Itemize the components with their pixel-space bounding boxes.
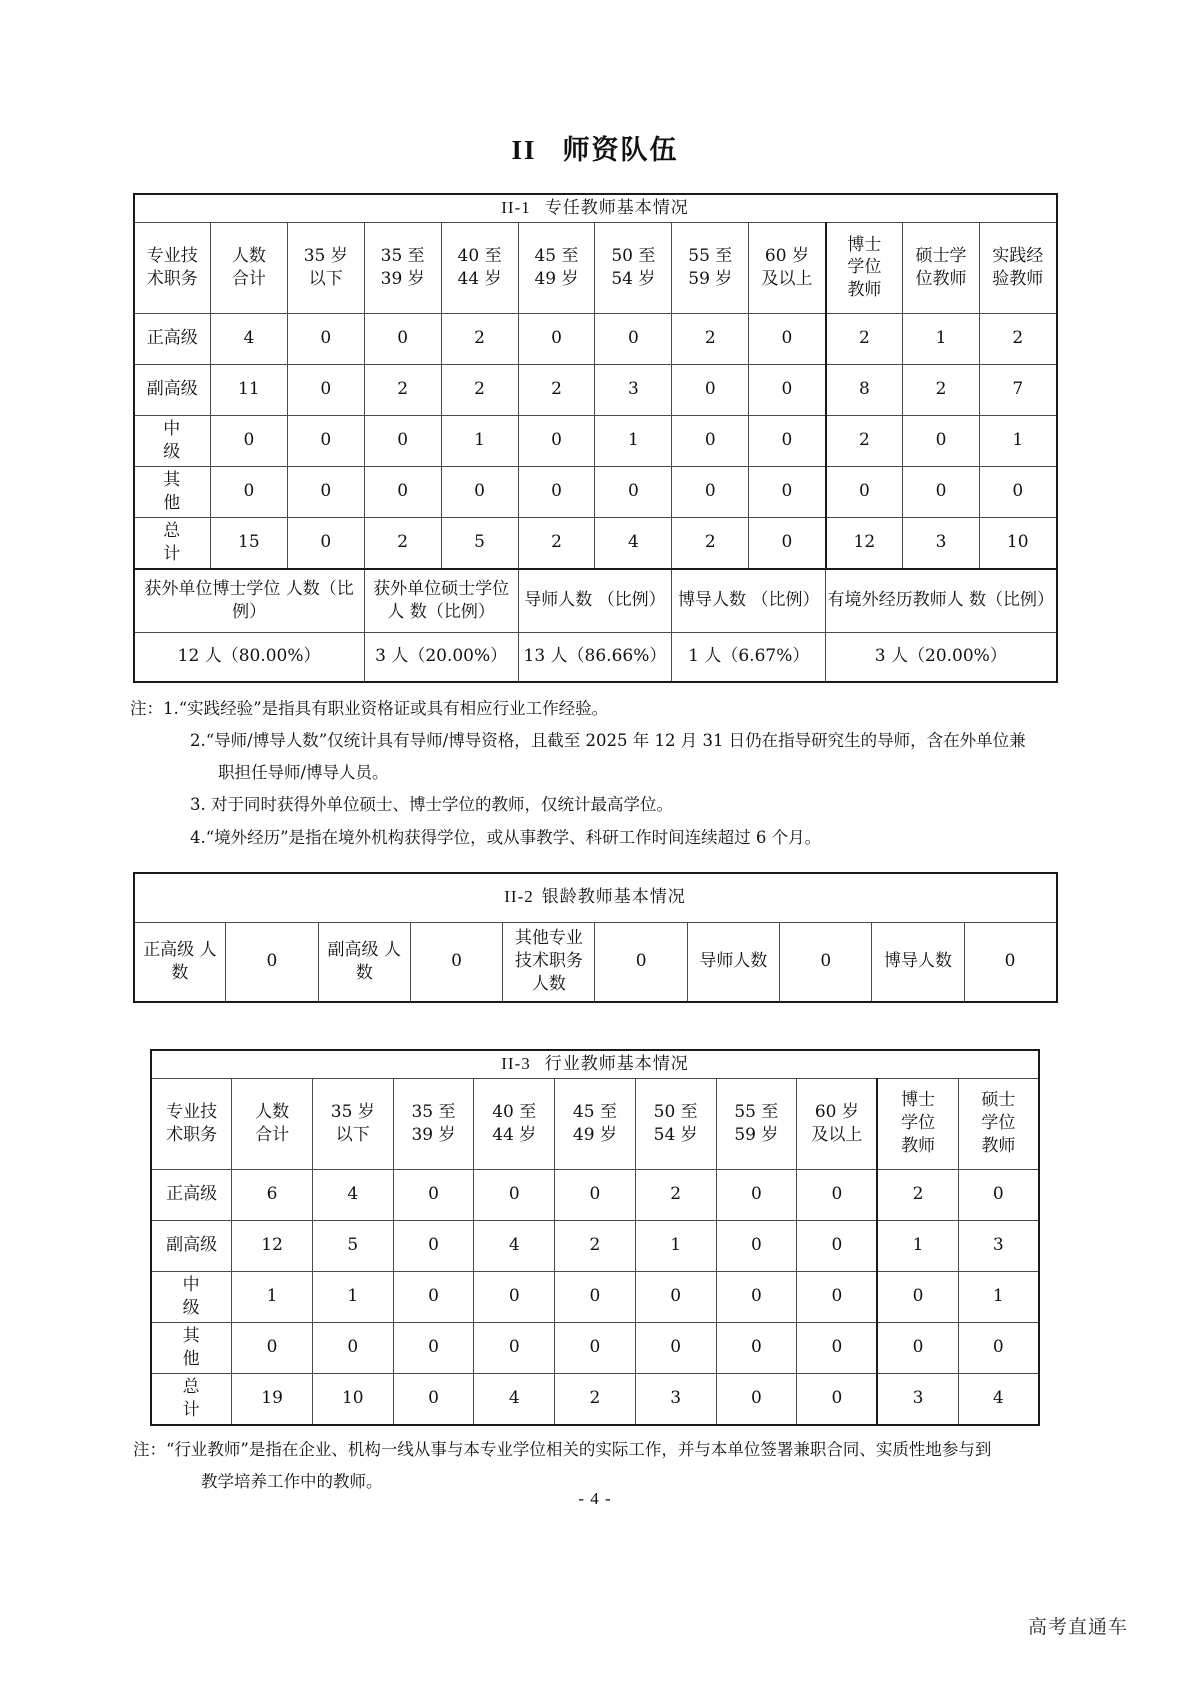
header-line: （比例） bbox=[751, 590, 820, 611]
cell-60plus: 0 bbox=[749, 415, 826, 466]
row-label: 正高级 bbox=[134, 313, 211, 364]
table-ii-3-title: 行业教师基本情况 bbox=[544, 1053, 689, 1074]
table-ii-3-banner bbox=[151, 1050, 1039, 1078]
header-line: 实践经 bbox=[992, 246, 1044, 266]
cell-45-49: 2 bbox=[518, 364, 595, 415]
summary-header-overseas bbox=[826, 569, 1057, 633]
cell-under35: 0 bbox=[287, 517, 364, 569]
cell-40-44: 0 bbox=[474, 1322, 555, 1373]
table-ii-1-header-row bbox=[134, 222, 1057, 313]
cell-55-59: 0 bbox=[716, 1220, 797, 1271]
header-line: 合计 bbox=[231, 268, 266, 289]
header-cell-age-under35 bbox=[287, 222, 364, 313]
header-line: 数（比例） bbox=[409, 601, 495, 622]
header-line: 验教师 bbox=[992, 268, 1044, 289]
cell-35-39: 0 bbox=[393, 1169, 474, 1220]
cell-50-54: 3 bbox=[635, 1373, 716, 1425]
summary-header-external-master bbox=[364, 569, 518, 633]
cell-35-39: 0 bbox=[393, 1271, 474, 1322]
header-line: 54 岁 bbox=[653, 1124, 698, 1145]
header-line: 39 岁 bbox=[411, 1124, 456, 1145]
header-line: 35 岁 bbox=[303, 246, 348, 266]
cell-master: 2 bbox=[903, 364, 980, 415]
header-line: 44 岁 bbox=[457, 268, 502, 289]
summary-value-overseas: 3 人（20.00%） bbox=[826, 632, 1057, 682]
table-ii-1-banner bbox=[134, 194, 1057, 222]
header-cell-practical bbox=[979, 222, 1056, 313]
cell-master: 3 bbox=[903, 517, 980, 569]
cell-doctorate: 0 bbox=[826, 466, 903, 517]
cell-45-49: 0 bbox=[518, 313, 595, 364]
header-line: 学位 bbox=[901, 1113, 936, 1134]
header-line: 人数（比例） bbox=[232, 579, 354, 622]
header-line: 教师 bbox=[981, 1136, 1016, 1157]
table-ii-3-header-row bbox=[151, 1078, 1039, 1169]
cell-55-59: 2 bbox=[672, 313, 749, 364]
table-ii-2 bbox=[133, 872, 1058, 1003]
label-line: 人数 bbox=[171, 939, 217, 983]
header-cell-doctorate bbox=[826, 222, 903, 313]
cell-50-54: 1 bbox=[635, 1220, 716, 1271]
header-line: 数（比例） bbox=[969, 590, 1055, 611]
cell-doctorate: 0 bbox=[877, 1271, 958, 1322]
header-line: 硕士 bbox=[981, 1090, 1016, 1111]
header-line: 学位 bbox=[847, 257, 882, 278]
cell-40-44: 4 bbox=[474, 1373, 555, 1425]
cell-practical: 1 bbox=[979, 415, 1056, 466]
header-line: 及以上 bbox=[761, 268, 813, 289]
cell-doctorate: 12 bbox=[826, 517, 903, 569]
header-cell-age-45-49 bbox=[518, 222, 595, 313]
table-row-total bbox=[151, 1373, 1039, 1425]
cell-40-44: 0 bbox=[474, 1169, 555, 1220]
header-cell-age-60plus bbox=[749, 222, 826, 313]
summary-value-external-doctorate: 12 人（80.00%） bbox=[134, 632, 365, 682]
header-line: 以下 bbox=[335, 1124, 370, 1145]
row-label: 总 计 bbox=[134, 517, 211, 569]
label-line: 其他专业 bbox=[514, 928, 583, 949]
cell-total: 0 bbox=[232, 1322, 313, 1373]
cell-35-39: 0 bbox=[364, 313, 441, 364]
cell-55-59: 0 bbox=[716, 1169, 797, 1220]
cell-50-54: 0 bbox=[635, 1271, 716, 1322]
cell-total: 1 bbox=[232, 1271, 313, 1322]
label-line: 正高级 bbox=[143, 939, 195, 960]
label-line: 人数 bbox=[531, 974, 566, 995]
label-other-title-count bbox=[503, 922, 595, 1002]
header-cell-age-55-59 bbox=[672, 222, 749, 313]
table-ii-3-banner-row bbox=[151, 1050, 1039, 1078]
row-label: 副高级 bbox=[134, 364, 211, 415]
label-line: 副高级 bbox=[327, 939, 379, 960]
header-line: 55 至 bbox=[734, 1101, 779, 1122]
cell-under35: 1 bbox=[312, 1271, 393, 1322]
header-line: 人数 bbox=[231, 246, 266, 266]
cell-master: 1 bbox=[958, 1271, 1039, 1322]
value-other-title-count: 0 bbox=[595, 922, 687, 1002]
row-label: 总 计 bbox=[151, 1373, 232, 1425]
cell-under35: 5 bbox=[312, 1220, 393, 1271]
cell-doctorate: 8 bbox=[826, 364, 903, 415]
table-ii-2-title: 银龄教师基本情况 bbox=[541, 887, 686, 908]
cell-45-49: 0 bbox=[518, 466, 595, 517]
cell-master: 0 bbox=[958, 1169, 1039, 1220]
table-ii-1-wrapper bbox=[133, 193, 1058, 683]
row-label: 其 他 bbox=[134, 466, 211, 517]
label-phd-supervisor-count bbox=[872, 922, 964, 1002]
header-cell-role bbox=[134, 222, 211, 313]
header-cell-age-60plus bbox=[797, 1078, 878, 1169]
cell-35-39: 2 bbox=[364, 364, 441, 415]
table-ii-3-wrapper bbox=[150, 1049, 1040, 1426]
header-cell-age-55-59 bbox=[716, 1078, 797, 1169]
header-line: 导师人数 bbox=[524, 590, 593, 611]
cell-total: 0 bbox=[210, 415, 287, 466]
cell-55-59: 0 bbox=[716, 1322, 797, 1373]
header-line: 及以上 bbox=[811, 1124, 863, 1145]
cell-35-39: 0 bbox=[364, 466, 441, 517]
header-cell-age-45-49 bbox=[555, 1078, 636, 1169]
cell-total: 6 bbox=[232, 1169, 313, 1220]
row-label: 其 他 bbox=[151, 1322, 232, 1373]
cell-55-59: 2 bbox=[672, 517, 749, 569]
header-cell-total bbox=[232, 1078, 313, 1169]
summary-value-external-master: 3 人（20.00%） bbox=[364, 632, 518, 682]
cell-total: 15 bbox=[210, 517, 287, 569]
header-cell-age-35-39 bbox=[393, 1078, 474, 1169]
summary-value-row bbox=[134, 632, 1057, 682]
cell-50-54: 0 bbox=[595, 313, 672, 364]
watermark: 高考直通车 bbox=[1027, 1616, 1128, 1638]
value-senior-count: 0 bbox=[226, 922, 318, 1002]
cell-under35: 0 bbox=[312, 1322, 393, 1373]
header-cell-age-50-54 bbox=[635, 1078, 716, 1169]
header-line: 49 岁 bbox=[534, 268, 579, 289]
cell-50-54: 3 bbox=[595, 364, 672, 415]
cell-40-44: 0 bbox=[441, 466, 518, 517]
header-line: 获外单位硕士学位人 bbox=[373, 579, 510, 622]
cell-60plus: 0 bbox=[797, 1220, 878, 1271]
note-line-2b: 职担任导师/博导人员。 bbox=[218, 763, 389, 783]
cell-under35: 0 bbox=[287, 466, 364, 517]
cell-35-39: 0 bbox=[364, 415, 441, 466]
value-supervisor-count: 0 bbox=[780, 922, 872, 1002]
header-line: 有境外经历教师人 bbox=[827, 590, 964, 611]
table-row bbox=[134, 364, 1057, 415]
table-ii-1-code: II-1 bbox=[501, 198, 531, 217]
table-ii-1-notes bbox=[130, 693, 1060, 854]
header-line: 35 至 bbox=[411, 1101, 456, 1122]
header-line: 专业技 bbox=[146, 246, 198, 266]
cell-60plus: 0 bbox=[797, 1271, 878, 1322]
header-line: 60 岁 bbox=[814, 1101, 859, 1122]
cell-practical: 10 bbox=[979, 517, 1056, 569]
header-line: 40 至 bbox=[492, 1101, 537, 1122]
cell-45-49: 0 bbox=[555, 1322, 636, 1373]
header-cell-age-under35 bbox=[312, 1078, 393, 1169]
cell-doctorate: 2 bbox=[826, 313, 903, 364]
header-line: 专业技 bbox=[166, 1101, 218, 1122]
header-cell-age-50-54 bbox=[595, 222, 672, 313]
cell-45-49: 0 bbox=[518, 415, 595, 466]
cell-doctorate: 3 bbox=[877, 1373, 958, 1425]
header-cell-master bbox=[903, 222, 980, 313]
note-line-2a: 2.“导师/博导人数”仅统计具有导师/博导资格，且截至 2025 年 12 月 31 日仍在指导研究生的导师，含在外单位兼 bbox=[190, 731, 1026, 751]
table-row bbox=[134, 313, 1057, 364]
cell-35-39: 2 bbox=[364, 517, 441, 569]
header-line: （比例） bbox=[597, 590, 666, 611]
header-line: 教师 bbox=[847, 280, 882, 301]
table-row bbox=[151, 1220, 1039, 1271]
header-line: 术职务 bbox=[146, 268, 198, 289]
header-line: 合计 bbox=[255, 1124, 290, 1145]
header-line: 45 至 bbox=[534, 246, 579, 266]
cell-under35: 0 bbox=[287, 364, 364, 415]
cell-40-44: 2 bbox=[441, 364, 518, 415]
cell-40-44: 1 bbox=[441, 415, 518, 466]
cell-total: 12 bbox=[232, 1220, 313, 1271]
summary-value-phd-supervisors: 1 人（6.67%） bbox=[672, 632, 826, 682]
page-number: - 4 - bbox=[578, 1489, 612, 1508]
header-cell-master bbox=[958, 1078, 1039, 1169]
cell-doctorate: 1 bbox=[877, 1220, 958, 1271]
row-label: 副高级 bbox=[151, 1220, 232, 1271]
header-line: 54 岁 bbox=[611, 268, 656, 289]
cell-doctorate: 0 bbox=[877, 1322, 958, 1373]
cell-45-49: 2 bbox=[518, 517, 595, 569]
cell-master: 4 bbox=[958, 1373, 1039, 1425]
header-line: 45 至 bbox=[572, 1101, 617, 1122]
page-title-roman: II bbox=[511, 135, 537, 165]
table-ii-3 bbox=[150, 1049, 1040, 1426]
cell-total: 19 bbox=[232, 1373, 313, 1425]
cell-total: 4 bbox=[210, 313, 287, 364]
cell-45-49: 2 bbox=[555, 1373, 636, 1425]
header-line: 49 岁 bbox=[572, 1124, 617, 1145]
note3-line-1: 注：“行业教师”是指在企业、机构一线从事与本专业学位相关的实际工作，并与本单位签署兼职合同、实质性地参与到 bbox=[133, 1439, 992, 1459]
header-line: 40 至 bbox=[457, 246, 502, 266]
header-line: 60 岁 bbox=[764, 246, 809, 266]
summary-header-external-doctorate bbox=[134, 569, 365, 633]
table-ii-2-banner-row bbox=[134, 873, 1057, 923]
row-label: 中 级 bbox=[151, 1271, 232, 1322]
summary-header-phd-supervisors bbox=[672, 569, 826, 633]
cell-total: 11 bbox=[210, 364, 287, 415]
cell-60plus: 0 bbox=[797, 1373, 878, 1425]
cell-50-54: 2 bbox=[635, 1169, 716, 1220]
table-ii-1-banner-row bbox=[134, 194, 1057, 222]
note-line-4: 4.“境外经历”是指在境外机构获得学位，或从事教学、科研工作时间连续超过 6 个月。 bbox=[190, 827, 822, 847]
note3-line-2: 教学培养工作中的教师。 bbox=[201, 1471, 383, 1491]
cell-master: 3 bbox=[958, 1220, 1039, 1271]
cell-40-44: 4 bbox=[474, 1220, 555, 1271]
header-line: 44 岁 bbox=[492, 1124, 537, 1145]
cell-60plus: 0 bbox=[797, 1322, 878, 1373]
table-ii-1-title: 专任教师基本情况 bbox=[544, 198, 689, 218]
cell-55-59: 0 bbox=[716, 1271, 797, 1322]
row-label: 中 级 bbox=[134, 415, 211, 466]
header-cell-doctorate bbox=[877, 1078, 958, 1169]
cell-40-44: 5 bbox=[441, 517, 518, 569]
cell-50-54: 0 bbox=[595, 466, 672, 517]
header-line: 55 至 bbox=[688, 246, 733, 266]
value-associate-senior-count: 0 bbox=[410, 922, 502, 1002]
header-cell-role bbox=[151, 1078, 232, 1169]
cell-practical: 7 bbox=[979, 364, 1056, 415]
cell-40-44: 2 bbox=[441, 313, 518, 364]
cell-doctorate: 2 bbox=[826, 415, 903, 466]
table-row bbox=[151, 1169, 1039, 1220]
cell-60plus: 0 bbox=[749, 364, 826, 415]
cell-35-39: 0 bbox=[393, 1373, 474, 1425]
header-line: 39 岁 bbox=[380, 268, 425, 289]
label-line: 博导人数 bbox=[884, 951, 953, 972]
summary-header-supervisors bbox=[518, 569, 672, 633]
table-row bbox=[151, 1322, 1039, 1373]
cell-practical: 0 bbox=[979, 466, 1056, 517]
cell-55-59: 0 bbox=[672, 364, 749, 415]
table-ii-2-code: II-2 bbox=[504, 887, 534, 907]
header-line: 博士 bbox=[847, 234, 882, 255]
cell-master: 1 bbox=[903, 313, 980, 364]
header-line: 59 岁 bbox=[734, 1124, 779, 1145]
header-line: 59 岁 bbox=[688, 268, 733, 289]
table-ii-2-wrapper bbox=[133, 872, 1058, 1003]
header-line: 以下 bbox=[308, 268, 343, 289]
header-cell-age-35-39 bbox=[364, 222, 441, 313]
table-row bbox=[134, 466, 1057, 517]
header-line: 硕士学 bbox=[915, 246, 967, 266]
cell-practical: 2 bbox=[979, 313, 1056, 364]
header-line: 人数 bbox=[255, 1101, 290, 1122]
label-line: 人数 bbox=[355, 939, 401, 983]
value-phd-supervisor-count: 0 bbox=[964, 922, 1056, 1002]
cell-under35: 0 bbox=[287, 313, 364, 364]
header-line: 获外单位博士学位 bbox=[144, 579, 281, 599]
cell-45-49: 0 bbox=[555, 1169, 636, 1220]
summary-header-row bbox=[134, 569, 1057, 633]
cell-60plus: 0 bbox=[797, 1169, 878, 1220]
cell-45-49: 2 bbox=[555, 1220, 636, 1271]
cell-55-59: 0 bbox=[716, 1373, 797, 1425]
table-ii-2-banner bbox=[134, 873, 1057, 923]
cell-50-54: 0 bbox=[635, 1322, 716, 1373]
header-cell-total bbox=[210, 222, 287, 313]
header-line: 术职务 bbox=[166, 1124, 218, 1145]
table-row bbox=[134, 415, 1057, 466]
cell-master: 0 bbox=[958, 1322, 1039, 1373]
table-ii-1 bbox=[133, 193, 1058, 683]
summary-value-supervisors: 13 人（86.66%） bbox=[518, 632, 672, 682]
page-title bbox=[0, 0, 1190, 167]
label-supervisor-count bbox=[687, 922, 779, 1002]
cell-master: 0 bbox=[903, 415, 980, 466]
cell-under35: 10 bbox=[312, 1373, 393, 1425]
cell-total: 0 bbox=[210, 466, 287, 517]
note-line-3: 3. 对于同时获得外单位硕士、博士学位的教师，仅统计最高学位。 bbox=[190, 795, 673, 815]
header-line: 博士 bbox=[901, 1090, 936, 1111]
cell-under35: 0 bbox=[287, 415, 364, 466]
table-row-total bbox=[134, 517, 1057, 569]
cell-master: 0 bbox=[903, 466, 980, 517]
label-line: 技术职务 bbox=[514, 951, 583, 972]
page-title-text: 师资队伍 bbox=[562, 135, 679, 166]
table-ii-3-code: II-3 bbox=[501, 1053, 531, 1073]
row-label: 正高级 bbox=[151, 1169, 232, 1220]
header-line: 50 至 bbox=[611, 246, 656, 266]
cell-60plus: 0 bbox=[749, 466, 826, 517]
header-cell-age-40-44 bbox=[474, 1078, 555, 1169]
cell-55-59: 0 bbox=[672, 466, 749, 517]
header-line: 教师 bbox=[901, 1136, 936, 1157]
cell-under35: 4 bbox=[312, 1169, 393, 1220]
header-line: 50 至 bbox=[653, 1101, 698, 1122]
label-associate-senior-count bbox=[318, 922, 410, 1002]
table-ii-2-row bbox=[134, 922, 1057, 1002]
cell-60plus: 0 bbox=[749, 517, 826, 569]
header-line: 学位 bbox=[981, 1113, 1016, 1134]
header-line: 博导人数 bbox=[678, 590, 747, 611]
header-line: 位教师 bbox=[915, 268, 967, 289]
cell-50-54: 4 bbox=[595, 517, 672, 569]
cell-60plus: 0 bbox=[749, 313, 826, 364]
header-cell-age-40-44 bbox=[441, 222, 518, 313]
note-line-1: 注：1.“实践经验”是指具有职业资格证或具有相应行业工作经验。 bbox=[130, 698, 609, 718]
cell-doctorate: 2 bbox=[877, 1169, 958, 1220]
label-senior-count bbox=[134, 922, 226, 1002]
cell-45-49: 0 bbox=[555, 1271, 636, 1322]
label-line: 导师人数 bbox=[699, 951, 768, 972]
cell-50-54: 1 bbox=[595, 415, 672, 466]
cell-40-44: 0 bbox=[474, 1271, 555, 1322]
cell-35-39: 0 bbox=[393, 1220, 474, 1271]
cell-35-39: 0 bbox=[393, 1322, 474, 1373]
header-line: 35 岁 bbox=[330, 1101, 375, 1122]
table-row bbox=[151, 1271, 1039, 1322]
cell-55-59: 0 bbox=[672, 415, 749, 466]
header-line: 35 至 bbox=[380, 246, 425, 266]
